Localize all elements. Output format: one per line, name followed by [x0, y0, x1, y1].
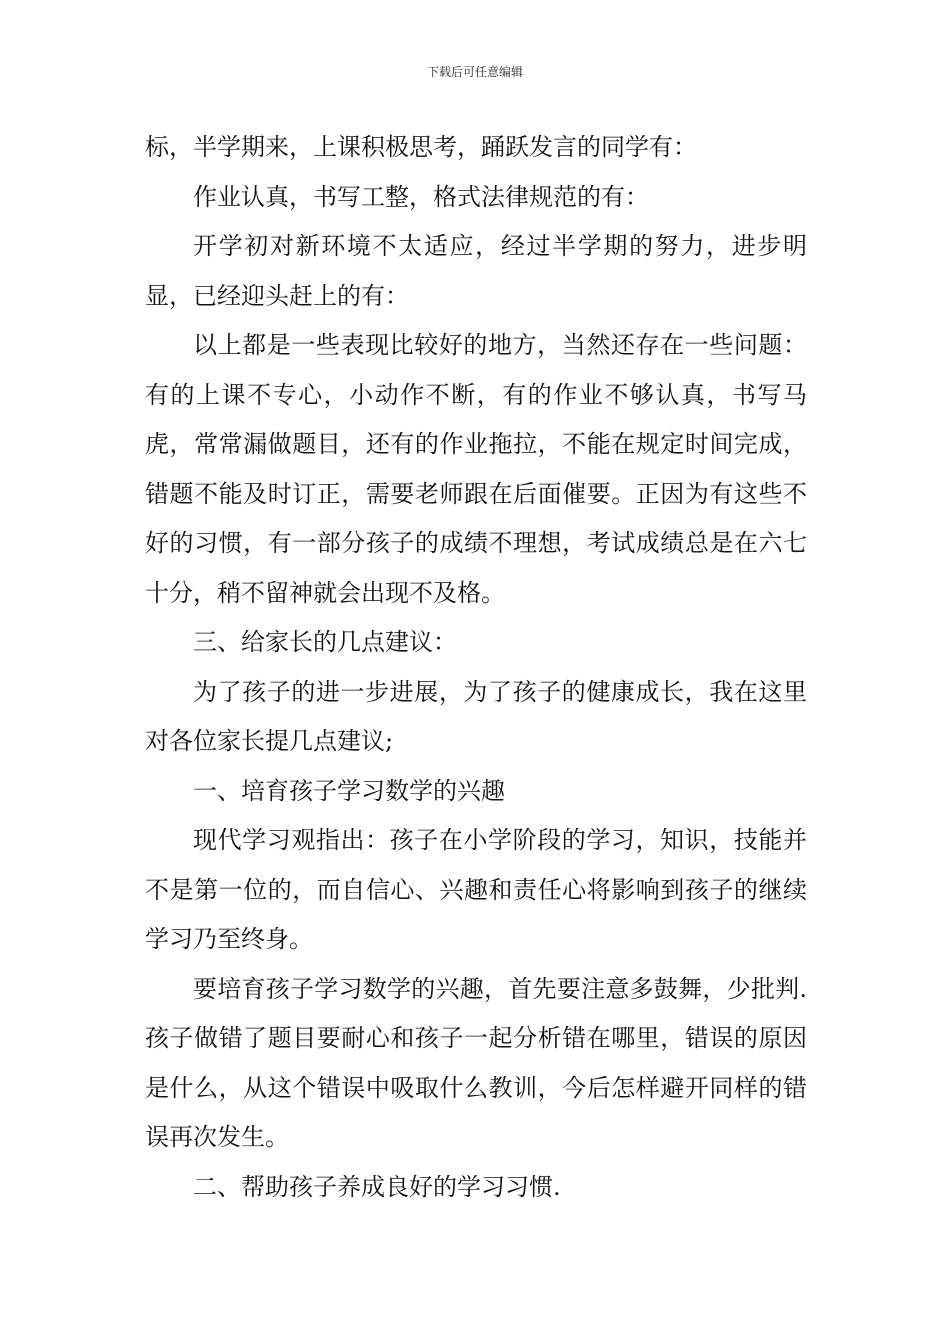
section-heading-suggestions: 三、给家长的几点建议：	[193, 628, 457, 656]
page-header: 下载后可任意编辑	[426, 65, 523, 79]
paragraph-progress: 开学初对新环境不太适应，经过半学期的努力，进步明显，已经迎头赶上的有：	[145, 232, 807, 310]
subheading-interest: 一、培育孩子学习数学的兴趣	[193, 776, 505, 805]
paragraph-suggestions-intro: 为了孩子的进一步进展，为了孩子的健康成长，我在这里对各位家长提几点建议;	[145, 677, 807, 755]
paragraph-homework: 作业认真，书写工整，格式法律规范的有：	[193, 182, 649, 211]
paragraph-learning-view: 现代学习观指出：孩子在小学阶段的学习，知识，技能并不是第一位的，而自信心、兴趣和责任心将影响到孩子的继续学习乃至终身。	[145, 826, 807, 953]
paragraph-encouragement: 要培育孩子学习数学的兴趣，首先要注意多鼓舞，少批判.孩子做错了题目要耐心和孩子一起分析错在哪里，错误的原因是什么，从这个错误中吸取什么教训，今后怎样避开同样的错误再次发生。	[145, 974, 807, 1151]
document-body	[145, 123, 807, 1212]
paragraph-continuation: 标，半学期来，上课积极思考，踊跃发言的同学有：	[145, 133, 697, 161]
paragraph-problems: 以上都是一些表现比较好的地方，当然还存在一些问题：有的上课不专心，小动作不断，有的作业不够认真，书写马虎，常常漏做题目，还有的作业拖拉，不能在规定时间完成，错题不能及时订正，需要老师跟在后面催要。正因为有这些不好的习惯，有一部分孩子的成绩不理想，考试成绩总是在六七十分，稍不留神就会出现不及格。	[145, 331, 807, 607]
subheading-habits: 二、帮助孩子养成良好的学习习惯.	[193, 1172, 561, 1201]
